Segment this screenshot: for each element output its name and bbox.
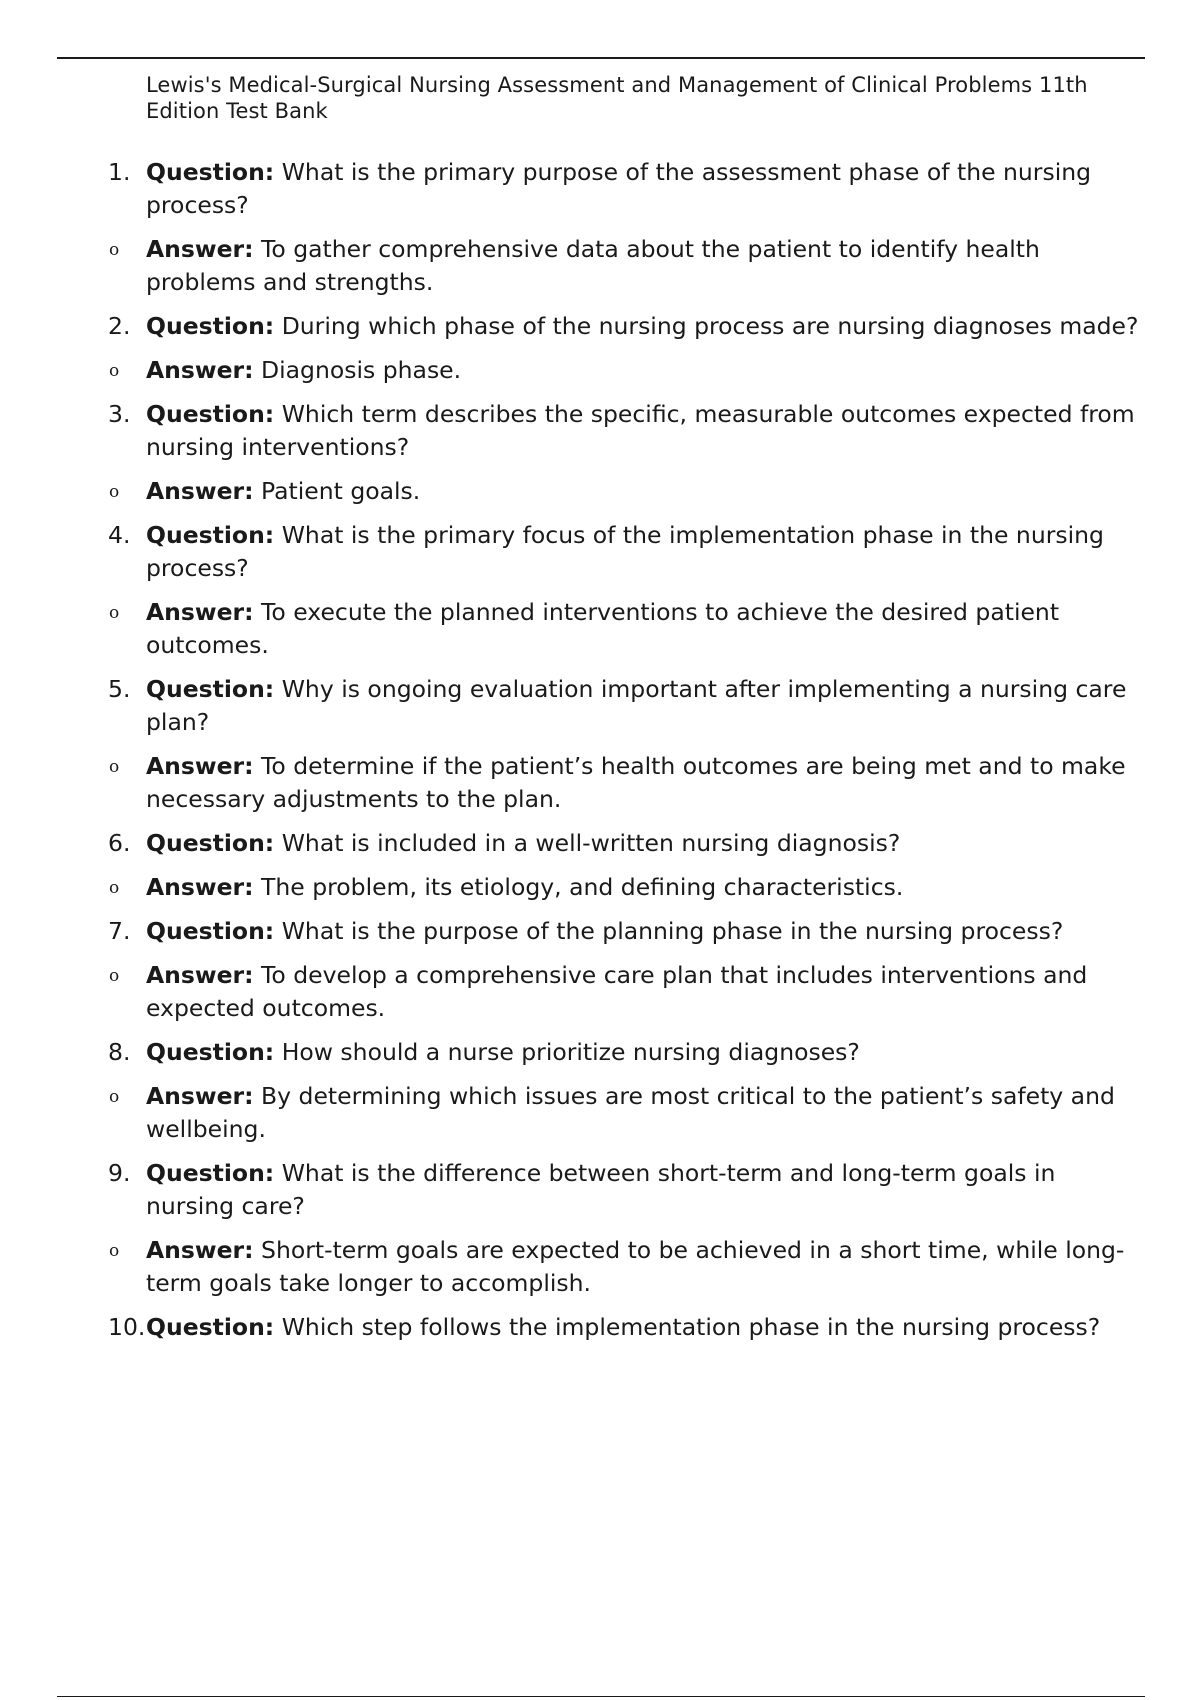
answer-item bbox=[0, 959, 1200, 1025]
question-label: Question: bbox=[146, 1038, 275, 1066]
answer-label: Answer: bbox=[146, 752, 254, 780]
answer-label: Answer: bbox=[146, 477, 254, 505]
question-answer-list bbox=[0, 156, 1200, 1355]
answer-bullet: o bbox=[109, 361, 120, 381]
document-header: Lewis's Medical-Surgical Nursing Assessment and Management of Clinical Problems 11th Edition Test Bank bbox=[146, 73, 1088, 123]
answer-bullet: o bbox=[109, 482, 120, 502]
answer-label: Answer: bbox=[146, 1236, 254, 1264]
answer-label: Answer: bbox=[146, 1082, 254, 1110]
answer-item bbox=[0, 596, 1200, 662]
answer-item bbox=[0, 354, 1200, 387]
question-text: What is the purpose of the planning phase in the nursing process? bbox=[281, 917, 1064, 945]
answer-bullet: o bbox=[109, 603, 120, 623]
question-label: Question: bbox=[146, 521, 275, 549]
question-number: 3. bbox=[108, 400, 131, 428]
top-rule bbox=[57, 57, 1145, 59]
question-number: 7. bbox=[108, 917, 131, 945]
answer-text: The problem, its etiology, and defining characteristics. bbox=[261, 873, 904, 901]
question-item bbox=[0, 1036, 1200, 1069]
answer-item bbox=[0, 233, 1200, 299]
answer-text: To determine if the patient’s health outcomes are being met and to make necessary adjustments to the plan. bbox=[146, 752, 1126, 813]
question-item bbox=[0, 1157, 1200, 1223]
question-item bbox=[0, 1311, 1200, 1344]
question-number: 8. bbox=[108, 1038, 131, 1066]
answer-bullet: o bbox=[109, 1087, 120, 1107]
answer-text: Short-term goals are expected to be achieved in a short time, while long-term goals take longer to accomplish. bbox=[146, 1236, 1125, 1297]
question-item bbox=[0, 398, 1200, 464]
question-item bbox=[0, 673, 1200, 739]
question-text: Why is ongoing evaluation important after implementing a nursing care plan? bbox=[146, 675, 1127, 736]
answer-label: Answer: bbox=[146, 873, 254, 901]
answer-item bbox=[0, 475, 1200, 508]
question-text: What is the primary purpose of the assessment phase of the nursing process? bbox=[146, 158, 1092, 219]
question-number: 5. bbox=[108, 675, 131, 703]
answer-text: By determining which issues are most critical to the patient’s safety and wellbeing. bbox=[146, 1082, 1115, 1143]
question-item bbox=[0, 310, 1200, 343]
question-label: Question: bbox=[146, 917, 275, 945]
question-text: During which phase of the nursing process are nursing diagnoses made? bbox=[281, 312, 1139, 340]
answer-item bbox=[0, 750, 1200, 816]
answer-text: Diagnosis phase. bbox=[261, 356, 462, 384]
question-text: What is the primary focus of the implementation phase in the nursing process? bbox=[146, 521, 1104, 582]
question-label: Question: bbox=[146, 1313, 275, 1341]
question-item bbox=[0, 156, 1200, 222]
question-item bbox=[0, 519, 1200, 585]
answer-label: Answer: bbox=[146, 598, 254, 626]
question-text: What is the difference between short-term and long-term goals in nursing care? bbox=[146, 1159, 1056, 1220]
question-label: Question: bbox=[146, 400, 275, 428]
question-item bbox=[0, 915, 1200, 948]
answer-bullet: o bbox=[109, 878, 120, 898]
answer-text: To gather comprehensive data about the patient to identify health problems and strengths. bbox=[146, 235, 1040, 296]
question-number: 10. bbox=[108, 1313, 146, 1341]
answer-text: To execute the planned interventions to achieve the desired patient outcomes. bbox=[146, 598, 1060, 659]
answer-label: Answer: bbox=[146, 356, 254, 384]
question-label: Question: bbox=[146, 158, 275, 186]
question-text: Which step follows the implementation phase in the nursing process? bbox=[281, 1313, 1101, 1341]
question-text: How should a nurse prioritize nursing diagnoses? bbox=[281, 1038, 860, 1066]
answer-text: Patient goals. bbox=[261, 477, 421, 505]
question-text: What is included in a well-written nursing diagnosis? bbox=[281, 829, 901, 857]
bottom-rule bbox=[57, 1696, 1145, 1697]
question-label: Question: bbox=[146, 312, 275, 340]
question-item bbox=[0, 827, 1200, 860]
answer-bullet: o bbox=[109, 240, 120, 260]
question-number: 1. bbox=[108, 158, 131, 186]
answer-bullet: o bbox=[109, 966, 120, 986]
question-number: 4. bbox=[108, 521, 131, 549]
answer-item bbox=[0, 1234, 1200, 1300]
answer-text: To develop a comprehensive care plan that includes interventions and expected outcomes. bbox=[146, 961, 1088, 1022]
question-label: Question: bbox=[146, 829, 275, 857]
question-label: Question: bbox=[146, 675, 275, 703]
answer-label: Answer: bbox=[146, 961, 254, 989]
answer-bullet: o bbox=[109, 757, 120, 777]
question-text: Which term describes the specific, measurable outcomes expected from nursing interventions? bbox=[146, 400, 1135, 461]
question-number: 9. bbox=[108, 1159, 131, 1187]
answer-label: Answer: bbox=[146, 235, 254, 263]
question-number: 6. bbox=[108, 829, 131, 857]
answer-item bbox=[0, 1080, 1200, 1146]
answer-bullet: o bbox=[109, 1241, 120, 1261]
question-number: 2. bbox=[108, 312, 131, 340]
question-label: Question: bbox=[146, 1159, 275, 1187]
answer-item bbox=[0, 871, 1200, 904]
